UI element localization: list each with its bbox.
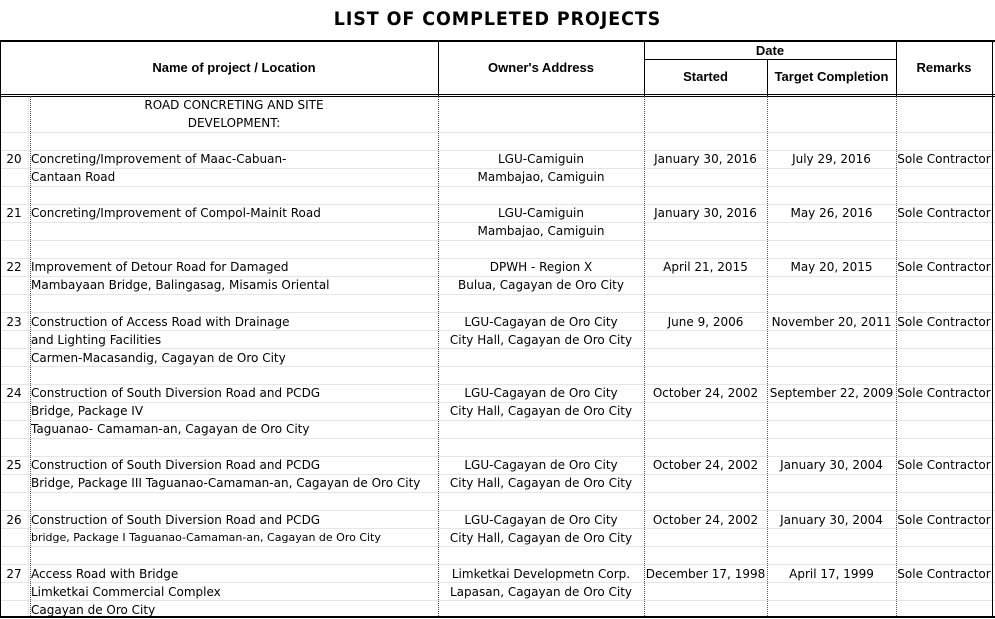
owner-address-line: Mambajao, Camiguin	[477, 224, 605, 238]
header-name-location: Name of project / Location	[152, 60, 316, 75]
header-top-border	[0, 40, 995, 42]
project-number: 24	[6, 386, 22, 400]
target-completion: July 29, 2016	[792, 152, 871, 166]
owner-address-line: City Hall, Cagayan de Oro City	[449, 333, 633, 347]
owner-address-line: Lapasan, Cagayan de Oro City	[449, 585, 633, 599]
project-number: 26	[6, 513, 22, 527]
owner-address-line: LGU-Camiguin	[497, 152, 584, 166]
target-completion: May 20, 2015	[790, 260, 873, 274]
target-completion: November 20, 2011	[771, 315, 892, 329]
spreadsheet-row-gridline	[0, 132, 995, 133]
owner-address-line: City Hall, Cagayan de Oro City	[449, 476, 633, 490]
project-name-line: and Lighting Facilities	[31, 333, 162, 347]
project-name-line: Cagayan de Oro City	[31, 603, 156, 617]
remarks-value: Sole Contractor	[897, 386, 991, 400]
date-started: April 21, 2015	[663, 260, 748, 274]
project-number: 20	[6, 152, 22, 166]
date-header-divider	[644, 59, 896, 60]
project-name-line: Improvement of Detour Road for Damaged	[31, 260, 289, 274]
spreadsheet-row-gridline	[0, 438, 995, 439]
remarks-value: Sole Contractor	[897, 567, 991, 581]
section-title-line2: DEVELOPMENT:	[187, 116, 281, 130]
remarks-value: Sole Contractor	[897, 315, 991, 329]
owner-address-line: DPWH - Region X	[489, 260, 593, 274]
project-name-line: Carmen-Macasandig, Cagayan de Oro City	[31, 351, 286, 365]
owner-address-line: Bulua, Cagayan de Oro City	[458, 278, 624, 292]
spreadsheet-row-gridline	[0, 492, 995, 493]
project-name-line: Limketkai Commercial Complex	[31, 585, 221, 599]
header-remarks: Remarks	[916, 60, 972, 75]
target-column-border	[767, 96, 768, 618]
header-date: Date	[755, 43, 785, 58]
target-completion: January 30, 2004	[780, 513, 883, 527]
project-name-line: Mambayaan Bridge, Balingasag, Misamis Oriental	[31, 278, 330, 292]
project-name-line: Taguanao- Camaman-an, Cagayan de Oro City	[31, 422, 310, 436]
project-number: 23	[6, 315, 22, 329]
target-completion: April 17, 1999	[789, 567, 874, 581]
project-name-line: Construction of Access Road with Drainage	[31, 315, 290, 329]
project-name-line: Concreting/Improvement of Maac-Cabuan-	[31, 152, 287, 166]
project-number: 22	[6, 260, 22, 274]
remarks-value: Sole Contractor	[897, 206, 991, 220]
date-started: October 24, 2002	[652, 458, 759, 472]
date-started: January 30, 2016	[654, 206, 757, 220]
remarks-value: Sole Contractor	[897, 458, 991, 472]
target-completion: September 22, 2009	[769, 386, 894, 400]
owner-address-line: Limketkai Developmetn Corp.	[451, 567, 631, 581]
project-name-line: bridge, Package I Taguanao-Camaman-an, Cagayan de Oro City	[31, 531, 381, 544]
owner-address-line: City Hall, Cagayan de Oro City	[449, 531, 633, 545]
remarks-value: Sole Contractor	[897, 513, 991, 527]
section-title-line1: ROAD CONCRETING AND SITE	[144, 98, 324, 112]
spreadsheet-row-gridline	[0, 294, 995, 295]
remarks-value: Sole Contractor	[897, 260, 991, 274]
owner-address-line: LGU-Cagayan de Oro City	[464, 458, 618, 472]
project-number: 25	[6, 458, 22, 472]
project-name-line: Concreting/Improvement of Compol-Mainit Road	[31, 206, 321, 220]
started-column-border	[644, 96, 645, 618]
remarks-column-border	[896, 96, 897, 618]
owner-address-line: LGU-Camiguin	[497, 206, 584, 220]
remarks-value: Sole Contractor	[897, 152, 991, 166]
project-name-line: Bridge, Package IV	[31, 404, 144, 418]
spreadsheet-row-gridline	[0, 240, 995, 241]
date-started: December 17, 1998	[645, 567, 766, 581]
project-number: 27	[6, 567, 22, 581]
project-name-line: Access Road with Bridge	[31, 567, 179, 581]
date-started: October 24, 2002	[652, 386, 759, 400]
owner-address-line: Mambajao, Camiguin	[477, 170, 605, 184]
header-owner-address: Owner's Address	[488, 60, 594, 75]
spreadsheet-column-gridline	[28, 96, 29, 618]
target-completion: January 30, 2004	[780, 458, 883, 472]
sheet-right-border	[992, 40, 993, 618]
project-name-line: Construction of South Diversion Road and PCDG	[31, 513, 321, 527]
target-completion: May 26, 2016	[790, 206, 873, 220]
header-bottom-border	[0, 94, 995, 95]
project-number: 21	[6, 206, 22, 220]
owner-address-line: LGU-Cagayan de Oro City	[464, 315, 618, 329]
header-target-completion: Target Completion	[774, 69, 889, 84]
header-started: Started	[683, 69, 728, 84]
project-name-line: Bridge, Package III Taguanao-Camaman-an, Cagayan de Oro City	[31, 476, 421, 490]
date-started: June 9, 2006	[667, 315, 744, 329]
project-name-line: Cantaan Road	[31, 170, 116, 184]
page-title: LIST OF COMPLETED PROJECTS	[333, 8, 662, 30]
owner-address-line: City Hall, Cagayan de Oro City	[449, 404, 633, 418]
project-name-line: Construction of South Diversion Road and PCDG	[31, 386, 321, 400]
owner-address-line: LGU-Cagayan de Oro City	[464, 386, 618, 400]
owner-address-line: LGU-Cagayan de Oro City	[464, 513, 618, 527]
date-started: January 30, 2016	[654, 152, 757, 166]
spreadsheet-row-gridline	[0, 186, 995, 187]
project-name-line: Construction of South Diversion Road and PCDG	[31, 458, 321, 472]
date-started: October 24, 2002	[652, 513, 759, 527]
